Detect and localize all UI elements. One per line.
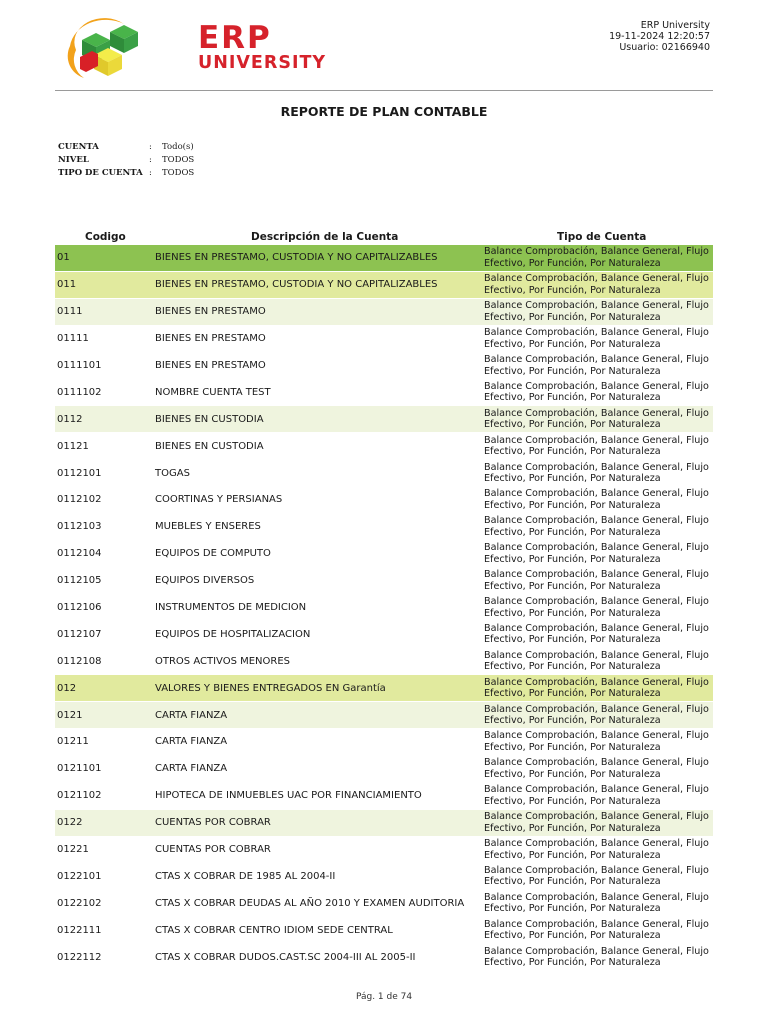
account-type: Balance Comprobación, Balance General, Flujo Efectivo, Por Función, Por Naturaleza [484, 730, 709, 753]
account-code: 0112104 [57, 548, 102, 560]
account-description: CUENTAS POR COBRAR [155, 817, 271, 829]
account-description: VALORES Y BIENES ENTREGADOS EN Garantía [155, 682, 386, 694]
filter-nivel [58, 154, 194, 167]
table-row [55, 917, 713, 944]
table-row [55, 729, 713, 756]
table-row [55, 675, 713, 702]
table-row [55, 648, 713, 675]
account-type: Balance Comprobación, Balance General, Flujo Efectivo, Por Función, Por Naturaleza [484, 676, 709, 700]
account-type: Balance Comprobación, Balance General, Flujo Efectivo, Por Función, Por Naturaleza [484, 246, 709, 269]
page-number: Pág. 1 de 74 [355, 992, 413, 1002]
account-code: 0112101 [57, 467, 102, 479]
account-type: Balance Comprobación, Balance General, Flujo Efectivo, Por Función, Por Naturaleza [484, 596, 709, 619]
filter-colon: : [149, 168, 152, 178]
table-row [55, 272, 713, 299]
account-code: 0112106 [57, 602, 102, 614]
filter-tipo-cuenta [58, 167, 194, 180]
account-code: 0112102 [57, 494, 102, 506]
account-description: BIENES EN CUSTODIA [155, 440, 264, 452]
account-code: 0111 [57, 306, 83, 318]
table-row [55, 326, 713, 353]
account-code: 0112108 [57, 655, 102, 667]
account-description: TOGAS [155, 467, 190, 479]
logo-erp-text: ERP [198, 20, 272, 56]
account-type: Balance Comprobación, Balance General, Flujo Efectivo, Por Función, Por Naturaleza [484, 918, 709, 942]
account-code: 0122102 [57, 897, 102, 909]
header-divider [55, 90, 713, 91]
report-meta [609, 20, 710, 53]
account-code: 0112103 [57, 521, 102, 533]
account-code: 0112107 [57, 628, 102, 640]
account-description: CTAS X COBRAR DUDOS.CAST.SC 2004-III AL 2005-II [155, 951, 416, 963]
account-type: Balance Comprobación, Balance General, Flujo Efectivo, Por Función, Por Naturaleza [484, 407, 709, 431]
account-type: Balance Comprobación, Balance General, Flujo Efectivo, Por Función, Por Naturaleza [484, 622, 709, 646]
account-description: CARTA FIANZA [155, 763, 228, 775]
account-type: Balance Comprobación, Balance General, Flujo Efectivo, Por Función, Por Naturaleza [484, 327, 709, 350]
account-code: 0112 [57, 413, 83, 425]
column-header-type: Tipo de Cuenta [557, 231, 647, 243]
meta-datetime: 19-11-2024 12:20:57 [609, 31, 710, 42]
account-code: 01121 [57, 440, 89, 452]
account-type: Balance Comprobación, Balance General, Flujo Efectivo, Por Función, Por Naturaleza [484, 703, 709, 727]
account-description: BIENES EN PRESTAMO, CUSTODIA Y NO CAPITALIZABLES [155, 252, 438, 264]
account-type: Balance Comprobación, Balance General, Flujo Efectivo, Por Función, Por Naturaleza [484, 354, 709, 377]
account-description: EQUIPOS DIVERSOS [155, 575, 255, 587]
account-description: CUENTAS POR COBRAR [155, 844, 271, 856]
account-code: 0112105 [57, 575, 102, 587]
account-code: 0122112 [57, 951, 102, 963]
account-code: 012 [57, 682, 77, 694]
table-row [55, 514, 713, 541]
table-row [55, 353, 713, 380]
filter-colon: : [149, 155, 152, 165]
account-code: 0122 [57, 817, 83, 829]
account-description: INSTRUMENTOS DE MEDICION [155, 602, 307, 614]
account-code: 0122111 [57, 924, 102, 936]
table-row [55, 756, 713, 783]
account-code: 01 [57, 252, 70, 264]
account-description: OTROS ACTIVOS MENORES [155, 655, 291, 667]
table-row [55, 379, 713, 406]
account-type: Balance Comprobación, Balance General, Flujo Efectivo, Por Función, Por Naturaleza [484, 300, 709, 323]
account-description: BIENES EN PRESTAMO [155, 333, 266, 345]
account-type: Balance Comprobación, Balance General, Flujo Efectivo, Por Función, Por Naturaleza [484, 273, 709, 296]
account-code: 0122101 [57, 870, 102, 882]
account-type: Balance Comprobación, Balance General, Flujo Efectivo, Por Función, Por Naturaleza [484, 838, 709, 861]
account-description: CTAS X COBRAR DEUDAS AL AÑO 2010 Y EXAMEN AUDITORIA [155, 897, 465, 909]
accounts-table [55, 245, 713, 971]
account-code: 0121101 [57, 763, 102, 775]
table-row [55, 568, 713, 595]
column-header-code: Codigo [85, 231, 126, 243]
account-description: EQUIPOS DE COMPUTO [155, 548, 271, 560]
account-code: 0121 [57, 709, 83, 721]
table-row [55, 245, 713, 272]
account-description: EQUIPOS DE HOSPITALIZACION [155, 628, 311, 640]
erp-university-logo [64, 18, 327, 80]
logo-university-text: UNIVERSITY [198, 53, 327, 73]
account-description: BIENES EN PRESTAMO [155, 360, 266, 371]
account-type: Balance Comprobación, Balance General, Flujo Efectivo, Por Función, Por Naturaleza [484, 649, 709, 673]
account-description: HIPOTECA DE INMUEBLES UAC POR FINANCIAMIENTO [155, 790, 422, 802]
account-type: Balance Comprobación, Balance General, Flujo Efectivo, Por Función, Por Naturaleza [484, 864, 709, 888]
account-code: 01211 [57, 736, 89, 748]
account-type: Balance Comprobación, Balance General, Flujo Efectivo, Por Función, Por Naturaleza [484, 488, 709, 511]
filter-summary [58, 141, 194, 180]
table-header [55, 231, 713, 245]
account-description: BIENES EN CUSTODIA [155, 413, 264, 425]
account-type: Balance Comprobación, Balance General, Flujo Efectivo, Por Función, Por Naturaleza [484, 434, 709, 458]
filter-value: TODOS [162, 168, 195, 178]
account-code: 0111102 [57, 386, 102, 398]
table-row [55, 810, 713, 837]
account-description: COORTINAS Y PERSIANAS [155, 494, 283, 506]
account-description: CARTA FIANZA [155, 736, 228, 748]
account-code: 01221 [57, 844, 89, 856]
filter-label: CUENTA [58, 142, 99, 152]
account-type: Balance Comprobación, Balance General, Flujo Efectivo, Por Función, Por Naturaleza [484, 569, 709, 592]
table-row [55, 863, 713, 890]
table-row [55, 944, 713, 971]
account-description: BIENES EN PRESTAMO [155, 306, 266, 318]
filter-label: NIVEL [58, 155, 89, 165]
table-row [55, 702, 713, 729]
account-type: Balance Comprobación, Balance General, Flujo Efectivo, Por Función, Por Naturaleza [484, 891, 709, 915]
filter-value: Todo(s) [162, 142, 194, 152]
account-description: CARTA FIANZA [155, 709, 228, 721]
account-code: 01111 [57, 333, 89, 345]
table-row [55, 299, 713, 326]
filter-colon: : [149, 142, 152, 152]
account-type: Balance Comprobación, Balance General, Flujo Efectivo, Por Función, Por Naturaleza [484, 811, 709, 834]
account-type: Balance Comprobación, Balance General, Flujo Efectivo, Por Función, Por Naturaleza [484, 461, 709, 485]
account-type: Balance Comprobación, Balance General, Flujo Efectivo, Por Función, Por Naturaleza [484, 784, 709, 807]
account-type: Balance Comprobación, Balance General, Flujo Efectivo, Por Función, Por Naturaleza [484, 757, 709, 780]
account-description: CTAS X COBRAR DE 1985 AL 2004-II [155, 870, 336, 882]
filter-cuenta [58, 141, 194, 154]
filter-value: TODOS [162, 155, 195, 165]
table-row [55, 487, 713, 514]
meta-user: Usuario: 02166940 [619, 42, 710, 53]
table-row [55, 406, 713, 433]
filter-label: TIPO DE CUENTA [58, 168, 143, 178]
table-row [55, 837, 713, 864]
account-type: Balance Comprobación, Balance General, Flujo Efectivo, Por Función, Por Naturaleza [484, 542, 709, 565]
column-header-description: Descripción de la Cuenta [251, 231, 399, 243]
account-code: 0121102 [57, 790, 102, 802]
account-type: Balance Comprobación, Balance General, Flujo Efectivo, Por Función, Por Naturaleza [484, 945, 709, 969]
account-description: NOMBRE CUENTA TEST [155, 386, 271, 398]
report-title: REPORTE DE PLAN CONTABLE [280, 104, 488, 119]
table-row [55, 541, 713, 568]
table-row [55, 460, 713, 487]
account-description: CTAS X COBRAR CENTRO IDIOM SEDE CENTRAL [155, 924, 393, 936]
account-type: Balance Comprobación, Balance General, Flujo Efectivo, Por Función, Por Naturaleza [484, 380, 709, 404]
table-row [55, 621, 713, 648]
account-code: 011 [57, 279, 77, 291]
account-description: BIENES EN PRESTAMO, CUSTODIA Y NO CAPITALIZABLES [155, 279, 438, 291]
table-row [55, 890, 713, 917]
table-row [55, 595, 713, 622]
account-description: MUEBLES Y ENSERES [155, 521, 261, 533]
account-code: 0111101 [57, 360, 102, 371]
table-row [55, 433, 713, 460]
table-row [55, 783, 713, 810]
meta-company: ERP University [640, 20, 710, 31]
account-type: Balance Comprobación, Balance General, Flujo Efectivo, Por Función, Por Naturaleza [484, 515, 709, 538]
